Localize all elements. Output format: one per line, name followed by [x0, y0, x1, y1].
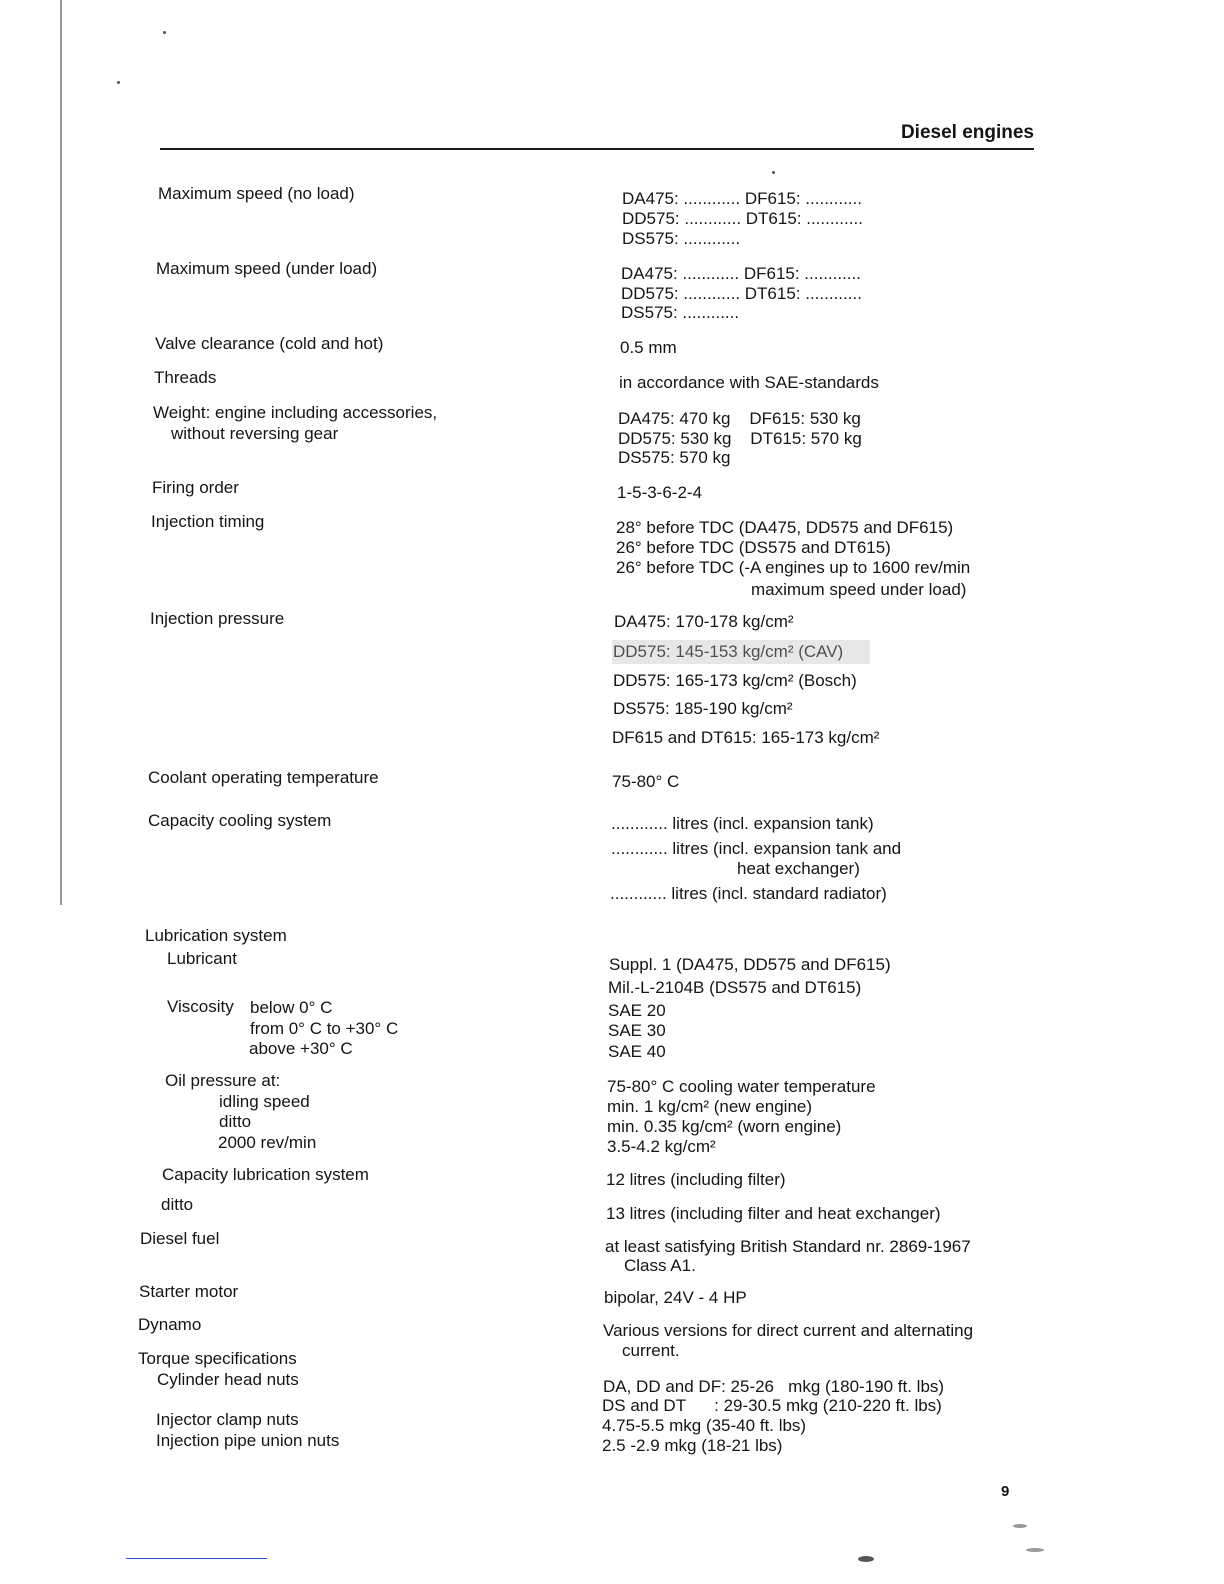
value-timing-line-4: maximum speed under load)	[751, 580, 967, 599]
value-lubricant-line-2: Mil.-L-2104B (DS575 and DT615)	[608, 978, 862, 997]
scan-speck	[858, 1556, 874, 1562]
page-binding-edge	[60, 0, 62, 905]
value-cooling-line-2: ............ litres (incl. expansion tank and	[611, 839, 902, 858]
value-under-load-line-2: DD575: ............ DT615: ............	[621, 284, 862, 303]
scan-smudge	[612, 640, 870, 664]
value-capacity-lubrication-1: 12 litres (including filter)	[606, 1170, 786, 1189]
label-max-speed-no-load: Maximum speed (no load)	[158, 184, 355, 203]
label-injection-pipe-nuts: Injection pipe union nuts	[156, 1431, 340, 1450]
value-under-load-line-3: DS575: ............	[621, 303, 740, 322]
label-injector-clamp-nuts: Injector clamp nuts	[156, 1410, 299, 1429]
value-no-load-line-2: DD575: ............ DT615: ............	[622, 209, 863, 228]
label-ditto-oil: ditto	[219, 1112, 252, 1131]
label-weight-line-2: without reversing gear	[171, 424, 339, 443]
value-no-load-line-1: DA475: ............ DF615: ............	[622, 189, 862, 208]
label-starter-motor: Starter motor	[139, 1282, 239, 1301]
label-viscosity-below: below 0° C	[250, 998, 333, 1017]
label-viscosity: Viscosity	[167, 997, 234, 1016]
label-threads: Threads	[154, 368, 217, 387]
value-under-load-line-1: DA475: ............ DF615: ............	[621, 264, 861, 283]
value-torque-line-1: DA, DD and DF: 25-26 mkg (180-190 ft. lbs)	[603, 1377, 945, 1396]
label-idling-speed: idling speed	[219, 1092, 310, 1111]
page-number: 9	[1001, 1483, 1010, 1500]
label-firing-order: Firing order	[152, 478, 239, 497]
page-header-title: Diesel engines	[900, 122, 1034, 143]
value-pressure-line-4: DS575: 185-190 kg/cm²	[613, 699, 793, 718]
value-cooling-line-1: ............ litres (incl. expansion tank)	[611, 814, 874, 833]
value-oil-line-2: min. 1 kg/cm² (new engine)	[607, 1097, 813, 1116]
label-lubrication-system: Lubrication system	[145, 926, 287, 945]
label-oil-pressure: Oil pressure at:	[165, 1071, 281, 1090]
value-dynamo-line-2: current.	[622, 1341, 680, 1360]
label-lubricant: Lubricant	[167, 949, 237, 968]
label-viscosity-above: above +30° C	[249, 1039, 353, 1058]
scan-speck	[772, 171, 775, 174]
value-capacity-lubrication-2: 13 litres (including filter and heat exchanger)	[606, 1204, 941, 1223]
label-viscosity-from: from 0° C to +30° C	[250, 1019, 399, 1038]
value-pressure-line-2: DD575: 145-153 kg/cm² (CAV)	[613, 642, 844, 661]
value-no-load-line-3: DS575: ............	[622, 229, 741, 248]
label-ditto-capacity: ditto	[161, 1195, 194, 1214]
value-dynamo-line-1: Various versions for direct current and alternating	[603, 1321, 974, 1340]
value-cooling-line-4: ............ litres (incl. standard radiator)	[610, 884, 887, 903]
scan-speck	[163, 31, 166, 34]
value-weight-line-2: DD575: 530 kg DT615: 570 kg	[618, 429, 862, 448]
value-oil-line-1: 75-80° C cooling water temperature	[607, 1077, 876, 1096]
value-weight-line-3: DS575: 570 kg	[618, 448, 731, 467]
value-lubricant-line-1: Suppl. 1 (DA475, DD575 and DF615)	[609, 955, 891, 974]
value-pressure-line-3: DD575: 165-173 kg/cm² (Bosch)	[613, 671, 857, 690]
label-dynamo: Dynamo	[138, 1315, 202, 1334]
label-cylinder-head-nuts: Cylinder head nuts	[157, 1370, 299, 1389]
value-valve-clearance: 0.5 mm	[620, 338, 677, 357]
label-max-speed-under-load: Maximum speed (under load)	[156, 259, 378, 278]
label-diesel-fuel: Diesel fuel	[140, 1229, 220, 1248]
footer-link-underline[interactable]	[126, 1558, 267, 1559]
value-coolant-temperature: 75-80° C	[612, 772, 680, 791]
value-timing-line-1: 28° before TDC (DA475, DD575 and DF615)	[616, 518, 954, 537]
value-torque-line-4: 2.5 -2.9 mkg (18-21 lbs)	[602, 1436, 783, 1455]
label-capacity-cooling: Capacity cooling system	[148, 811, 332, 830]
label-injection-timing: Injection timing	[151, 512, 265, 531]
value-weight-line-1: DA475: 470 kg DF615: 530 kg	[618, 409, 861, 428]
value-starter-motor: bipolar, 24V - 4 HP	[604, 1288, 747, 1307]
label-injection-pressure: Injection pressure	[150, 609, 285, 628]
value-torque-line-3: 4.75-5.5 mkg (35-40 ft. lbs)	[602, 1416, 807, 1435]
label-weight-line-1: Weight: engine including accessories,	[153, 403, 438, 422]
value-torque-line-2: DS and DT : 29-30.5 mkg (210-220 ft. lbs)	[602, 1396, 942, 1415]
value-timing-line-2: 26° before TDC (DS575 and DT615)	[616, 538, 891, 557]
value-oil-line-4: 3.5-4.2 kg/cm²	[607, 1137, 716, 1156]
label-torque-specifications: Torque specifications	[138, 1349, 297, 1368]
value-sae-30: SAE 30	[608, 1021, 666, 1040]
header-rule	[160, 148, 1034, 150]
value-fuel-line-1: at least satisfying British Standard nr. 2869-1967	[605, 1237, 971, 1256]
label-capacity-lubrication: Capacity lubrication system	[162, 1165, 369, 1184]
value-sae-40: SAE 40	[608, 1042, 666, 1061]
scan-speck	[1013, 1524, 1027, 1528]
value-cooling-line-3: heat exchanger)	[737, 859, 860, 878]
label-2000-rev-min: 2000 rev/min	[218, 1133, 317, 1152]
scan-speck	[117, 81, 120, 84]
scan-speck	[1026, 1548, 1044, 1552]
value-pressure-line-5: DF615 and DT615: 165-173 kg/cm²	[612, 728, 880, 747]
value-fuel-line-2: Class A1.	[624, 1256, 696, 1275]
value-timing-line-3: 26° before TDC (-A engines up to 1600 rev/min	[616, 558, 971, 577]
label-valve-clearance: Valve clearance (cold and hot)	[155, 334, 384, 353]
value-sae-20: SAE 20	[608, 1001, 666, 1020]
value-firing-order: 1-5-3-6-2-4	[617, 483, 703, 502]
label-coolant-temperature: Coolant operating temperature	[148, 768, 379, 787]
value-threads: in accordance with SAE-standards	[619, 373, 879, 392]
value-oil-line-3: min. 0.35 kg/cm² (worn engine)	[607, 1117, 842, 1136]
value-pressure-line-1: DA475: 170-178 kg/cm²	[614, 612, 794, 631]
